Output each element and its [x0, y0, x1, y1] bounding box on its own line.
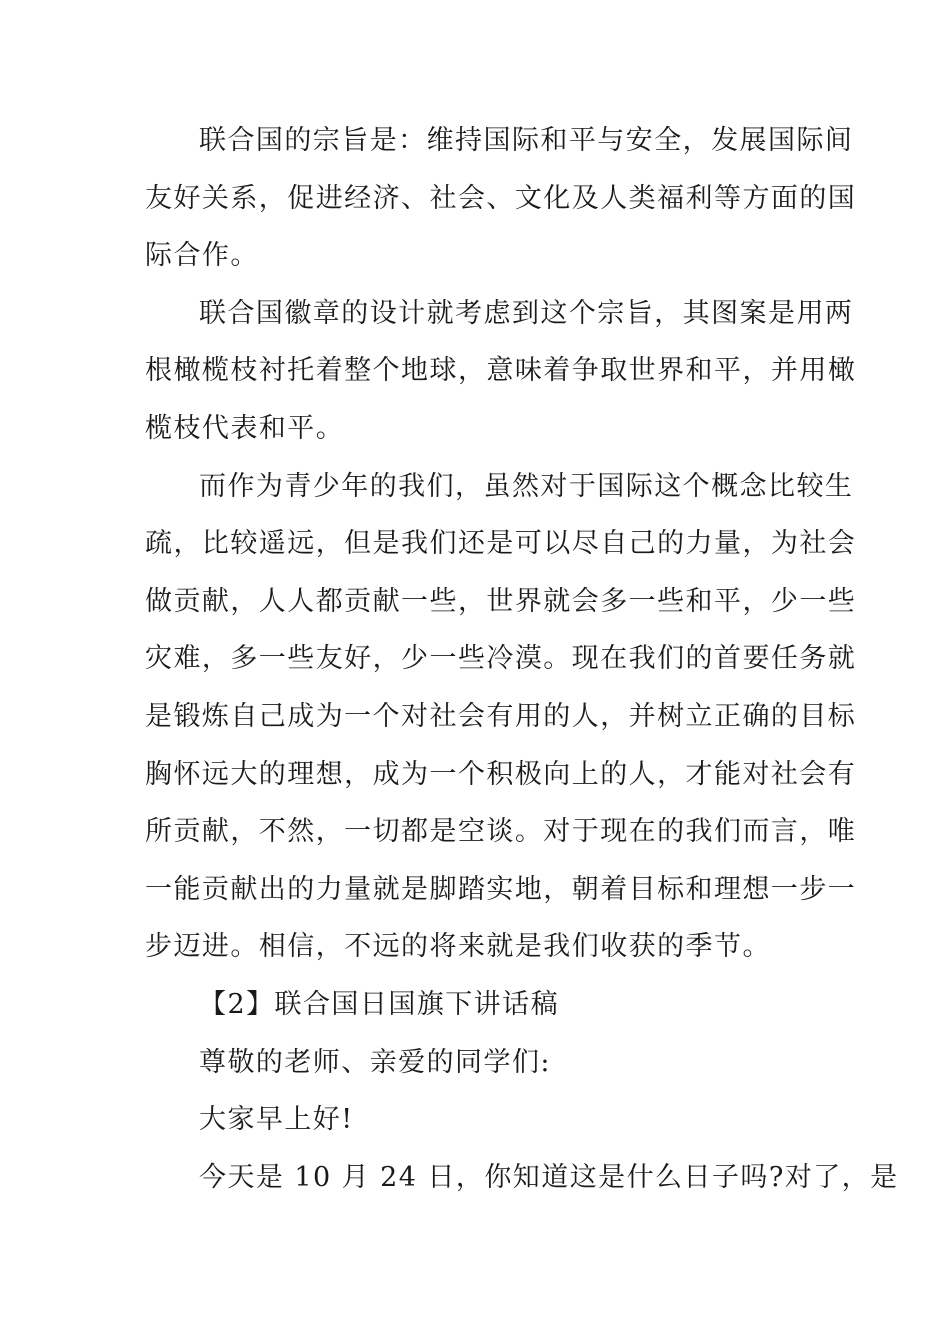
text-line: 联合国徽章的设计就考虑到这个宗旨，其图案是用两	[199, 297, 854, 329]
paragraph-un-purpose	[145, 112, 857, 285]
text-line: 际合作。	[145, 240, 259, 272]
text-line: 疏，比较遥远，但是我们还是可以尽自己的力量，为社会	[145, 528, 857, 560]
text-line: 尊敬的老师、亲爱的同学们:	[199, 1046, 551, 1078]
text-line: 友好关系，促进经济、社会、文化及人类福利等方面的国	[145, 182, 857, 214]
text-line: 是锻炼自己成为一个对社会有用的人，并树立正确的目标	[145, 700, 857, 732]
text-line: 所贡献，不然，一切都是空谈。对于现在的我们而言，唯	[145, 816, 857, 848]
text-line: 胸怀远大的理想，成为一个积极向上的人，才能对社会有	[145, 758, 857, 790]
text-line: 步迈进。相信，不远的将来就是我们收获的季节。	[145, 931, 771, 963]
text-line: 根橄榄枝衬托着整个地球，意味着争取世界和平，并用橄	[145, 355, 857, 387]
paragraph-youth-contribution	[145, 458, 857, 976]
heading-speech-title: 【2】联合国日国旗下讲话稿	[199, 989, 560, 1020]
text-line: 而作为青少年的我们，虽然对于国际这个概念比较生	[199, 470, 854, 502]
text-line: 灾难，多一些友好，少一些冷漠。现在我们的首要任务就	[145, 643, 857, 675]
paragraph-un-emblem	[145, 285, 857, 458]
paragraph-un-day	[145, 1149, 899, 1207]
greeting	[145, 1091, 809, 1149]
text-line: 榄枝代表和平。	[145, 412, 345, 444]
text-line: 大家早上好!	[199, 1104, 354, 1136]
text-line: 一能贡献出的力量就是脚踏实地，朝着目标和理想一步一	[145, 873, 857, 905]
text-line: 今天是 10 月 24 日，你知道这是什么日子吗?对了，是	[199, 1161, 899, 1193]
text-line: 联合国的宗旨是：维持国际和平与安全，发展国际间	[199, 125, 854, 156]
salutation	[145, 1034, 809, 1092]
text-line: 做贡献，人人都贡献一些，世界就会多一些和平，少一些	[145, 585, 857, 617]
section-heading	[145, 976, 809, 1034]
